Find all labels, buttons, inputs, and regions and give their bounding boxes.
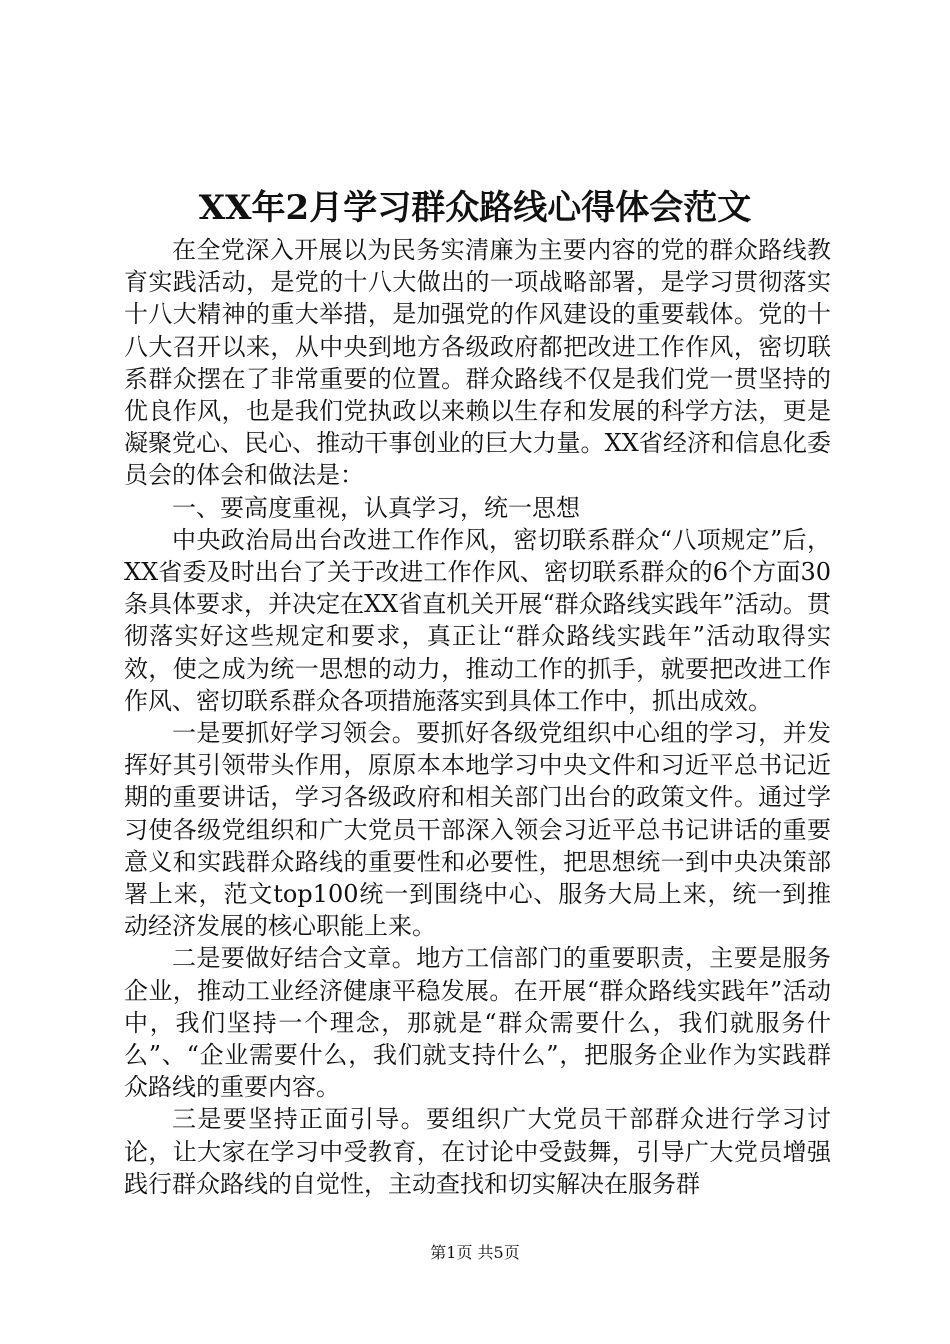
document-title: XX年2月学习群众路线心得体会范文: [198, 188, 752, 228]
paragraph-point-one: 一是要抓好学习领会。要抓好各级党组织中心组的学习，并发挥好其引领带头作用，原原本本地学习中央文件和习近平总书记近期的重要讲话，学习各级政府和相关部门出台的政策文件。通过学习使各级党组织和广大党员干部深入领会习近平总书记讲话的重要意义和实践群众路线的重要性和必要性，把思想统一到中央决策部署上来，范文top100统一到围绕中心、服务大局上来，统一到推动经济发展的核心职能上来。: [124, 719, 831, 941]
document-body: [124, 234, 831, 1200]
page-footer: 第1页 共5页: [430, 1243, 520, 1262]
section-heading: 一、要高度重视，认真学习，统一思想: [172, 493, 580, 522]
paragraph-point-three: 三是要坚持正面引导。要组织广大党员干部群众进行学习讨论，让大家在学习中受教育，在讨论中受鼓舞，引导广大党员增强践行群众路线的自觉性，主动查找和切实解决在服务群: [124, 1105, 831, 1198]
paragraph-point-two: 二是要做好结合文章。地方工信部门的重要职责，主要是服务企业，推动工业经济健康平稳发展。在开展“群众路线实践年”活动中，我们坚持一个理念，那就是“群众需要什么，我们就服务什么”、“企业需要什么，我们就支持什么”，把服务企业作为实践群众路线的重要内容。: [124, 944, 831, 1102]
paragraph-intro: 在全党深入开展以为民务实清廉为主要内容的党的群众路线教育实践活动，是党的十八大做出的一项战略部署，是学习贯彻落实十八大精神的重大举措，是加强党的作风建设的重要载体。党的十八大召开以来，从中央到地方各级政府都把改进工作作风，密切联系群众摆在了非常重要的位置。群众路线不仅是我们党一贯坚持的优良作风，也是我们党执政以来赖以生存和发展的科学方法，更是凝聚党心、民心、推动干事创业的巨大力量。XX省经济和信息化委员会的体会和做法是：: [124, 236, 831, 490]
paragraph-section-intro: 中央政治局出台改进工作作风，密切联系群众“八项规定”后，XX省委及时出台了关于改进工作作风、密切联系群众的6个方面30条具体要求，并决定在XX省直机关开展“群众路线实践年”活动。贯彻落实好这些规定和要求，真正让“群众路线实践年”活动取得实效，使之成为统一思想的动力，推动工作的抓手，就要把改进工作作风、密切联系群众各项措施落实到具体工作中，抓出成效。: [124, 525, 831, 715]
